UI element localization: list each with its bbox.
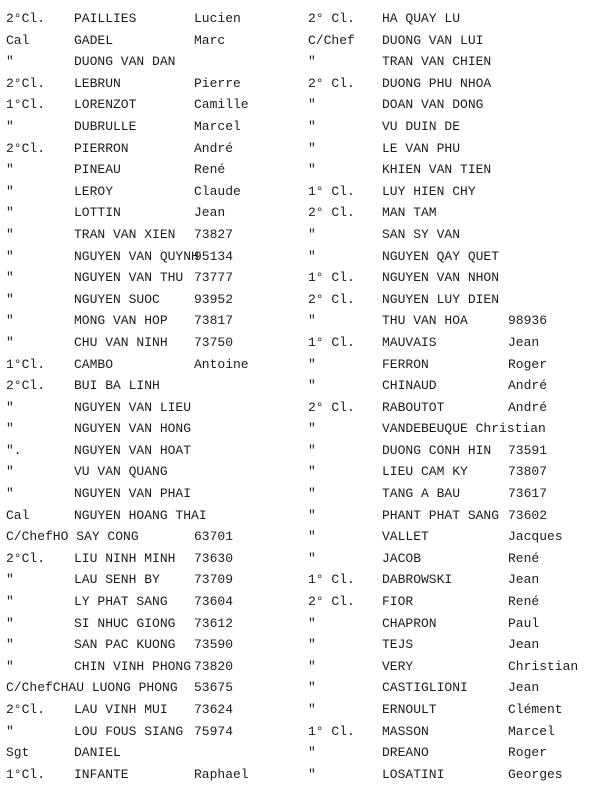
roster-name: SAN PAC KUONG: [74, 637, 176, 653]
roster-row: [6, 310, 306, 332]
roster-first: 53675: [194, 680, 234, 696]
roster-name: VERY: [382, 658, 414, 674]
roster-first: 95134: [194, 248, 234, 264]
roster-name: LOU FOUS SIANG: [74, 723, 184, 739]
roster-row: [308, 613, 604, 635]
roster-rank: ": [308, 702, 316, 717]
roster-name: DABROWSKI: [382, 572, 453, 588]
roster-row: [308, 483, 604, 505]
roster-row: [308, 569, 604, 591]
roster-row: [6, 246, 306, 268]
roster-rank: ": [6, 205, 14, 221]
roster-row: [6, 224, 306, 246]
roster-name: LIEU CAM KY: [382, 464, 468, 480]
roster-first: 73630: [194, 550, 234, 566]
roster-row: [6, 375, 306, 397]
roster-first: 73807: [508, 464, 548, 480]
roster-rank: ": [6, 270, 14, 286]
roster-row: [6, 73, 306, 95]
roster-name: DANIEL: [74, 745, 121, 761]
roster-name: LORENZOT: [74, 97, 137, 113]
roster-first: Jean: [194, 205, 226, 221]
roster-name: GADEL: [74, 32, 114, 48]
roster-name: MAN TAM: [382, 205, 437, 221]
roster-name: DUONG PHU NHOA: [382, 75, 492, 91]
roster-first: Claude: [194, 183, 241, 199]
roster-row: [6, 354, 306, 376]
roster-rank: 2° Cl.: [308, 399, 355, 415]
roster-row: [308, 764, 604, 786]
roster-first: Paul: [508, 615, 540, 631]
roster-name: VALLET: [382, 529, 429, 545]
roster-rank: ": [6, 615, 14, 631]
roster-row: [308, 634, 604, 656]
roster-name: LY PHAT SANG: [74, 594, 168, 610]
roster-row: [308, 202, 604, 224]
roster-first: 73604: [194, 594, 234, 610]
roster-rank: 1° Cl.: [308, 270, 355, 286]
roster-row: [308, 310, 604, 332]
roster-first: Marc: [194, 32, 226, 48]
roster-row: [6, 656, 306, 678]
roster-first: 73591: [508, 442, 548, 458]
roster-row: [6, 548, 306, 570]
roster-rank: 2°Cl.: [6, 11, 46, 26]
roster-name: LEROY: [74, 183, 114, 199]
roster-first: Camille: [194, 97, 249, 113]
roster-rank: ": [308, 162, 316, 178]
roster-rank: ": [308, 226, 316, 242]
roster-name: TEJS: [382, 637, 414, 653]
roster-rank: 1° Cl.: [308, 572, 355, 588]
roster-rank: 2° Cl.: [308, 75, 355, 91]
roster-name: TRAN VAN XIEN: [74, 226, 176, 242]
roster-row: [6, 483, 306, 505]
roster-name: TANG A BAU: [382, 486, 461, 502]
roster-rank: ": [6, 248, 14, 264]
roster-rank: C/ChefHO SAY CONG: [6, 529, 139, 545]
roster-name: DREANO: [382, 745, 429, 761]
roster-rank: ": [6, 658, 14, 674]
roster-row: [6, 159, 306, 181]
roster-row: [308, 8, 604, 30]
roster-first: Raphael: [194, 766, 249, 782]
roster-name: VU DUIN DE: [382, 118, 461, 134]
roster-rank: ": [308, 680, 316, 696]
roster-rank: ": [308, 54, 316, 70]
roster-first: 73820: [194, 658, 234, 674]
roster-rank: ": [6, 399, 14, 415]
roster-first: Roger: [508, 745, 548, 761]
roster-first: Roger: [508, 356, 548, 372]
roster-rank: ": [308, 421, 316, 437]
roster-first: 73709: [194, 572, 234, 588]
roster-row: [308, 94, 604, 116]
roster-rank: ": [6, 637, 14, 653]
roster-rank: ": [308, 529, 316, 545]
roster-rank: ": [308, 248, 316, 264]
roster-first: 98936: [508, 313, 548, 329]
roster-row: [6, 181, 306, 203]
roster-row: [6, 742, 306, 764]
roster-first: Jean: [508, 680, 540, 696]
roster-rank: ": [308, 486, 316, 502]
roster-first: 73624: [194, 702, 234, 717]
roster-first: Antoine: [194, 356, 249, 372]
roster-rank: ": [6, 723, 14, 739]
roster-name: NGUYEN VAN LIEU: [74, 399, 192, 415]
roster-rank: ": [308, 550, 316, 566]
roster-first: André: [194, 140, 234, 156]
left-column: [6, 8, 306, 785]
roster-row: [308, 440, 604, 462]
roster-first: André: [508, 378, 548, 394]
roster-first: 73817: [194, 313, 234, 329]
roster-name: KHIEN VAN TIEN: [382, 162, 492, 178]
roster-row: [308, 224, 604, 246]
roster-rank: Cal: [6, 32, 30, 48]
roster-name: ERNOULT: [382, 702, 437, 717]
roster-rank: Sgt: [6, 745, 30, 761]
roster-name: PAILLIES: [74, 11, 137, 26]
roster-name: LOSATINI: [382, 766, 445, 782]
roster-first: Jean: [508, 572, 540, 588]
roster-name: LE VAN PHU: [382, 140, 461, 156]
roster-first: 93952: [194, 291, 234, 307]
roster-name: CHAPRON: [382, 615, 437, 631]
roster-rank: 2°Cl.: [6, 378, 46, 394]
roster-row: [6, 418, 306, 440]
roster-name: THU VAN HOA: [382, 313, 468, 329]
roster-row: [6, 267, 306, 289]
roster-rank: ": [6, 226, 14, 242]
roster-row: [6, 332, 306, 354]
roster-row: [308, 721, 604, 743]
roster-rank: Cal: [6, 507, 30, 523]
roster-name: MONG VAN HOP: [74, 313, 168, 329]
roster-name: DUONG CONH HIN: [382, 442, 492, 458]
roster-first: 73827: [194, 226, 234, 242]
roster-name: NGUYEN VAN HONG: [74, 421, 192, 437]
roster-row: [6, 440, 306, 462]
roster-name: SAN SY VAN: [382, 226, 461, 242]
roster-rank: ": [308, 378, 316, 394]
roster-row: [308, 116, 604, 138]
roster-first: Pierre: [194, 75, 241, 91]
roster-first: 63701: [194, 529, 234, 545]
roster-rank: ": [6, 421, 14, 437]
right-column: [308, 8, 604, 785]
roster-name: CASTIGLIONI: [382, 680, 468, 696]
roster-name: TRAN VAN CHIEN: [382, 54, 492, 70]
roster-name: PHANT PHAT SANG: [382, 507, 500, 523]
roster-name: VANDEBEUQUE Christian: [382, 421, 546, 437]
roster-row: [6, 569, 306, 591]
roster-row: [308, 656, 604, 678]
roster-rank: C/Chef: [308, 32, 355, 48]
roster-rank: 1°Cl.: [6, 766, 46, 782]
roster-rank: 2° Cl.: [308, 11, 355, 26]
roster-first: 75974: [194, 723, 234, 739]
roster-name: RABOUTOT: [382, 399, 445, 415]
roster-row: [308, 181, 604, 203]
roster-first: André: [508, 399, 548, 415]
roster-row: [6, 591, 306, 613]
roster-first: Christian: [508, 658, 579, 674]
roster-first: René: [508, 594, 540, 610]
roster-name: CAMBO: [74, 356, 114, 372]
roster-rank: ": [6, 54, 14, 70]
roster-row: [308, 375, 604, 397]
roster-rank: ": [308, 356, 316, 372]
roster-row: [6, 94, 306, 116]
roster-row: [308, 461, 604, 483]
roster-row: [6, 699, 306, 721]
roster-rank: 1° Cl.: [308, 334, 355, 350]
roster-rank: 2° Cl.: [308, 594, 355, 610]
roster-name: DUBRULLE: [74, 118, 137, 134]
roster-name: MAUVAIS: [382, 334, 437, 350]
roster-rank: ": [308, 442, 316, 458]
roster-row: [308, 418, 604, 440]
roster-rank: ": [6, 486, 14, 502]
roster-name: HA QUAY LU: [382, 11, 461, 26]
roster-rank: 2°Cl.: [6, 75, 46, 91]
roster-rank: ": [6, 291, 14, 307]
roster-rank: ": [308, 766, 316, 782]
roster-rank: ": [308, 464, 316, 480]
roster-rank: 2°Cl.: [6, 550, 46, 566]
roster-name: LUY HIEN CHY: [382, 183, 476, 199]
roster-row: [308, 677, 604, 699]
roster-name: CHIN VINH PHONG: [74, 658, 192, 674]
roster-name: PIERRON: [74, 140, 129, 156]
roster-row: [308, 267, 604, 289]
roster-row: [6, 116, 306, 138]
roster-rank: ": [6, 334, 14, 350]
roster-rank: 1°Cl.: [6, 97, 46, 113]
roster-rank: ": [308, 745, 316, 761]
roster-name: MASSON: [382, 723, 429, 739]
roster-first: 73750: [194, 334, 234, 350]
roster-first: 73612: [194, 615, 234, 631]
roster-rank: ": [308, 118, 316, 134]
roster-row: [6, 51, 306, 73]
roster-name: FERRON: [382, 356, 429, 372]
roster-row: [308, 505, 604, 527]
roster-first: René: [508, 550, 540, 566]
roster-rank: ": [6, 594, 14, 610]
roster-rank: ": [308, 615, 316, 631]
roster-name: NGUYEN VAN THU: [74, 270, 184, 286]
roster-first: Lucien: [194, 11, 241, 26]
roster-rank: ": [6, 313, 14, 329]
roster-first: René: [194, 162, 226, 178]
roster-first: 73602: [508, 507, 548, 523]
roster-row: [6, 8, 306, 30]
roster-row: [6, 613, 306, 635]
roster-rank: 2°Cl.: [6, 140, 46, 156]
roster-row: [6, 30, 306, 52]
roster-name: NGUYEN SUOC: [74, 291, 160, 307]
roster-row: [308, 548, 604, 570]
roster-name: NGUYEN VAN QUYNH: [74, 248, 199, 264]
roster-row: [6, 634, 306, 656]
roster-row: [308, 699, 604, 721]
roster-row: [308, 138, 604, 160]
roster-row: [6, 677, 306, 699]
roster-rank: 2° Cl.: [308, 291, 355, 307]
roster-name: SI NHUC GIONG: [74, 615, 176, 631]
roster-rank: 2°Cl.: [6, 702, 46, 717]
roster-row: [308, 742, 604, 764]
roster-rank: ": [308, 97, 316, 113]
roster-rank: 1° Cl.: [308, 723, 355, 739]
roster-rank: ": [6, 183, 14, 199]
roster-first: 73590: [194, 637, 234, 653]
roster-rank: ": [308, 313, 316, 329]
roster-name: INFANTE: [74, 766, 129, 782]
roster-row: [308, 591, 604, 613]
roster-row: [308, 332, 604, 354]
roster-name: FIOR: [382, 594, 414, 610]
roster-rank: 2° Cl.: [308, 205, 355, 221]
roster-rank: 1° Cl.: [308, 183, 355, 199]
roster-name: NGUYEN QAY QUET: [382, 248, 500, 264]
roster-row: [6, 721, 306, 743]
roster-row: [6, 289, 306, 311]
roster-name: NGUYEN LUY DIEN: [382, 291, 500, 307]
roster-name: VU VAN QUANG: [74, 464, 168, 480]
roster-row: [6, 505, 306, 527]
roster-first: Georges: [508, 766, 563, 782]
roster-row: [308, 289, 604, 311]
roster-row: [308, 73, 604, 95]
roster-name: PINEAU: [74, 162, 121, 178]
roster-name: DUONG VAN DAN: [74, 54, 176, 70]
roster-row: [308, 354, 604, 376]
roster-first: Marcel: [508, 723, 555, 739]
roster-rank: ": [308, 637, 316, 653]
roster-name: DOAN VAN DONG: [382, 97, 484, 113]
roster-rank: ": [308, 140, 316, 156]
roster-name: CHINAUD: [382, 378, 437, 394]
roster-name: NGUYEN VAN NHON: [382, 270, 500, 286]
roster-rank: ": [6, 464, 14, 480]
roster-first: Jacques: [508, 529, 563, 545]
roster-name: NGUYEN VAN HOAT: [74, 442, 192, 458]
roster-row: [6, 526, 306, 548]
roster-row: [308, 51, 604, 73]
roster-row: [308, 159, 604, 181]
roster-row: [308, 30, 604, 52]
roster-row: [6, 461, 306, 483]
roster-rank: ": [308, 507, 316, 523]
roster-rank: ": [308, 658, 316, 674]
roster-name: LEBRUN: [74, 75, 121, 91]
roster-row: [6, 138, 306, 160]
roster-rank: ": [6, 118, 14, 134]
roster-row: [308, 246, 604, 268]
roster-name: JACOB: [382, 550, 422, 566]
roster-first: Jean: [508, 334, 540, 350]
roster-row: [308, 397, 604, 419]
roster-name: CHU VAN NINH: [74, 334, 168, 350]
roster-rank: ".: [6, 442, 22, 458]
roster-name: NGUYEN HOANG THAI: [74, 507, 207, 523]
roster-rank: ": [6, 162, 14, 178]
roster-first: Clément: [508, 702, 563, 717]
roster-rank: C/ChefCHAU LUONG PHONG: [6, 680, 178, 696]
roster-name: DUONG VAN LUI: [382, 32, 484, 48]
roster-name: BUI BA LINH: [74, 378, 160, 394]
roster-rank: ": [6, 572, 14, 588]
roster-row: [6, 202, 306, 224]
roster-row: [308, 526, 604, 548]
roster-first: Marcel: [194, 118, 241, 134]
roster-name: LAU SENH BY: [74, 572, 160, 588]
roster-name: LIU NINH MINH: [74, 550, 176, 566]
roster-name: LAU VINH MUI: [74, 702, 168, 717]
roster-name: LOTTIN: [74, 205, 121, 221]
roster-row: [6, 397, 306, 419]
roster-first: Jean: [508, 637, 540, 653]
roster-rank: 1°Cl.: [6, 356, 46, 372]
roster-first: 73617: [508, 486, 548, 502]
roster-name: NGUYEN VAN PHAI: [74, 486, 192, 502]
roster-first: 73777: [194, 270, 234, 286]
roster-row: [6, 764, 306, 786]
